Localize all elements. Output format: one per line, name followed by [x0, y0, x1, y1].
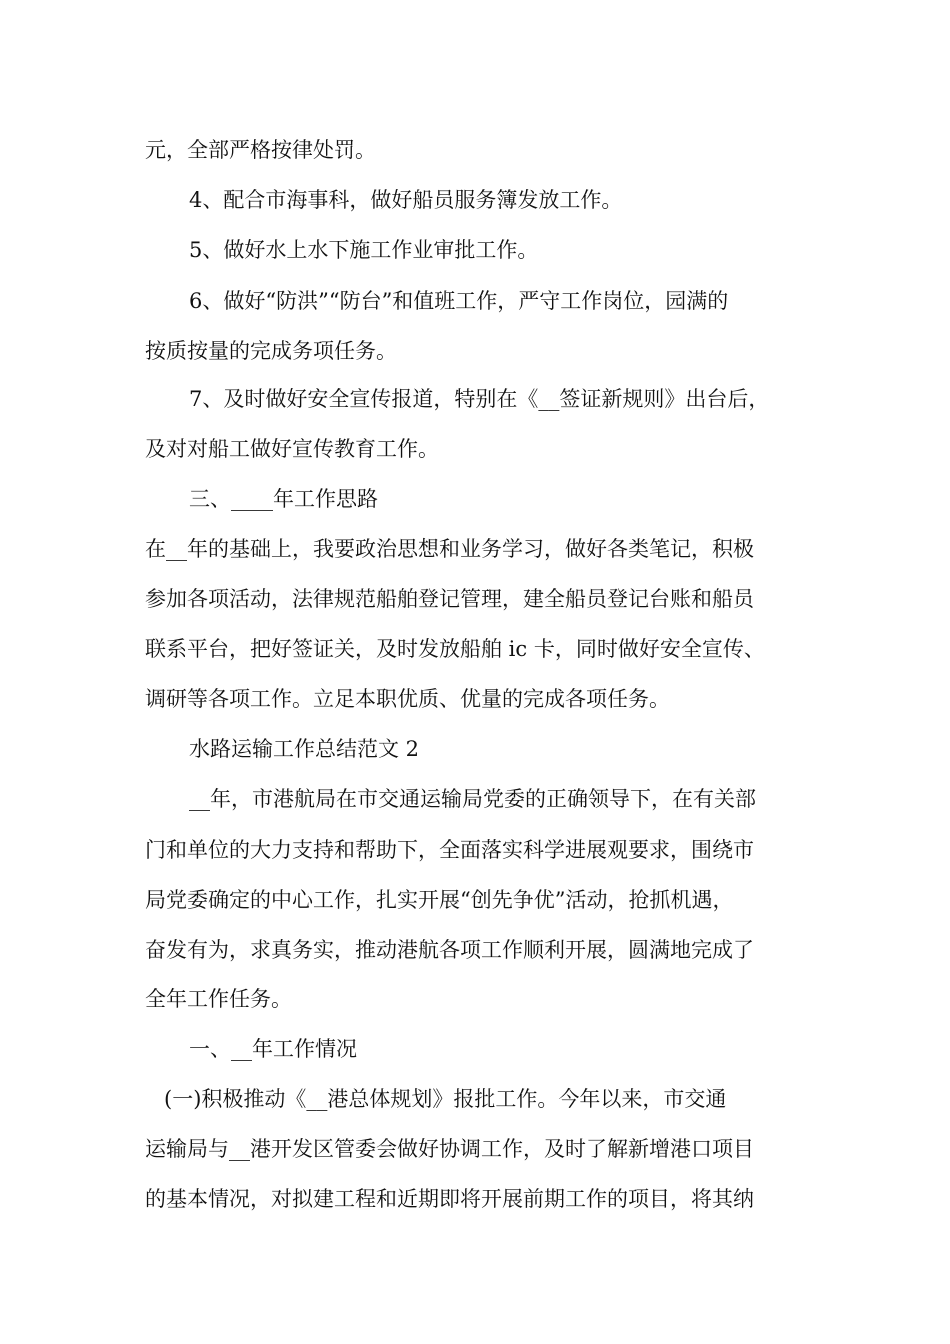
- paragraph-line: 门和单位的大力支持和帮助下，全面落实科学进展观要求，围绕市: [145, 838, 754, 862]
- paragraph-line: 联系平台，把好签证关，及时发放船舶 ic 卡，同时做好安全宣传、: [145, 637, 765, 661]
- document-title: 水路运输工作总结范文 2: [189, 737, 420, 761]
- subsection-line: (一)积极推动《__港总体规划》报批工作。今年以来，市交通: [164, 1087, 727, 1111]
- paragraph-line: 元，全部严格按律处罚。: [145, 138, 376, 162]
- paragraph-line: 调研等各项工作。立足本职优质、优量的完成各项任务。: [145, 687, 670, 711]
- paragraph-line: 按质按量的完成务项任务。: [145, 339, 397, 363]
- paragraph-line: 局党委确定的中心工作，扎实开展“创先争优”活动，抢抓机遇，: [145, 888, 734, 912]
- list-item-7: 7、及时做好安全宣传报道，特别在《__签证新规则》出台后，: [189, 387, 770, 411]
- paragraph-line: 奋发有为，求真务实，推动港航各项工作顺利开展，圆满地完成了: [145, 938, 754, 962]
- paragraph-line: 在__年的基础上，我要政治思想和业务学习，做好各类笔记，积极: [145, 537, 754, 561]
- list-item-4: 4、配合市海事科，做好船员服务簿发放工作。: [189, 188, 623, 212]
- section-heading: 一、__年工作情况: [189, 1037, 357, 1061]
- list-item-5: 5、做好水上水下施工作业审批工作。: [189, 238, 539, 262]
- paragraph-line: __年，市港航局在市交通运输局党委的正确领导下，在有关部: [189, 787, 756, 811]
- paragraph-line: 及对对船工做好宣传教育工作。: [145, 437, 439, 461]
- paragraph-line: 运输局与__港开发区管委会做好协调工作，及时了解新增港口项目: [145, 1137, 754, 1161]
- paragraph-line: 的基本情况，对拟建工程和近期即将开展前期工作的项目，将其纳: [145, 1187, 754, 1211]
- paragraph-line: 参加各项活动，法律规范船舶登记管理，建全船员登记台账和船员: [145, 587, 754, 611]
- section-heading: 三、____年工作思路: [189, 487, 378, 511]
- list-item-6: 6、做好“防洪”“防台”和值班工作，严守工作岗位，园满的: [189, 289, 729, 313]
- paragraph-line: 全年工作任务。: [145, 987, 292, 1011]
